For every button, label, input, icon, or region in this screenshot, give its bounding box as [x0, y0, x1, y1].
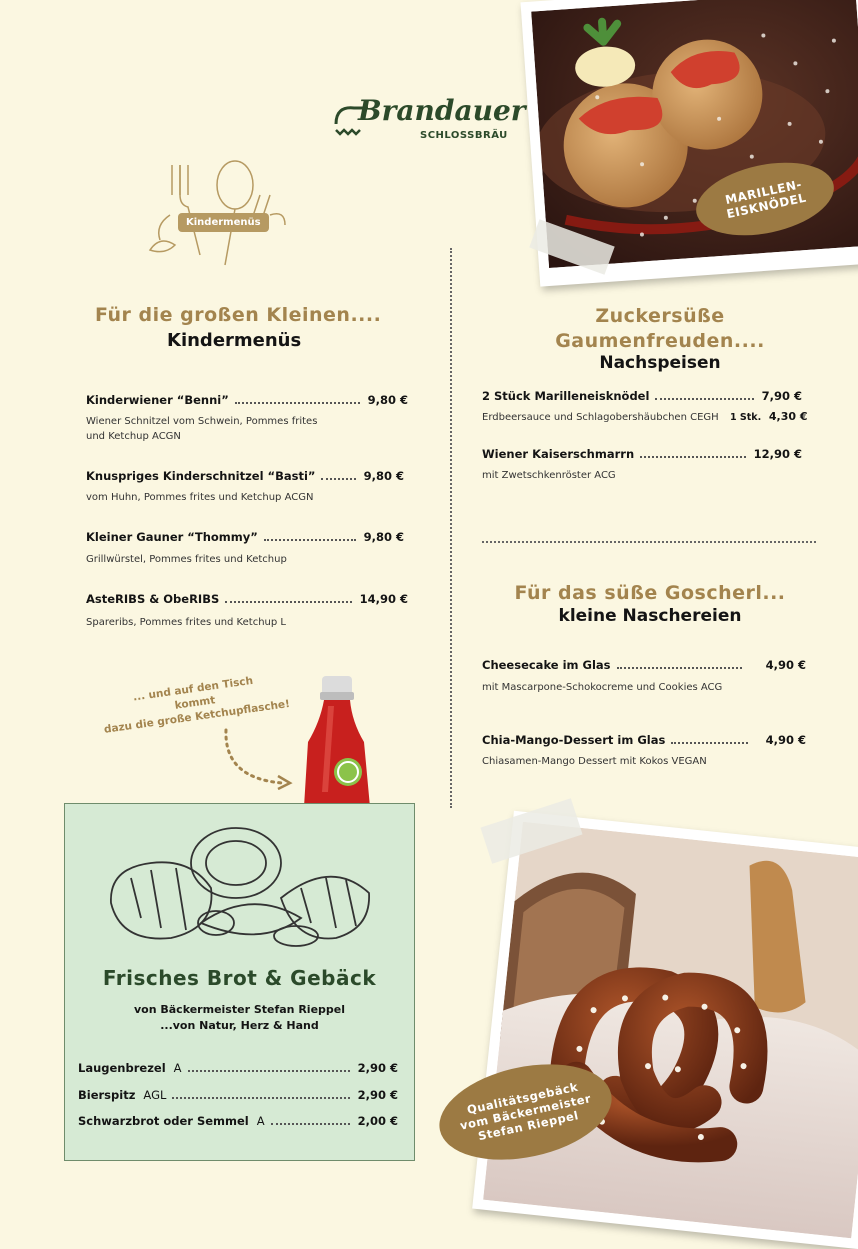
bread-item [78, 1114, 398, 1128]
leader-dots [271, 1122, 350, 1125]
menu-item [482, 389, 802, 403]
menu-item-price: 12,90 € [753, 447, 802, 461]
treats-title-black: kleine Naschereien [558, 606, 742, 626]
kids-title-black: Kindermenüs [167, 330, 302, 351]
menu-item-name: Chia-Mango-Dessert im Glas [482, 733, 666, 747]
kids-menu-logo [140, 155, 290, 275]
allergen-code: AGL [143, 1088, 167, 1102]
menu-item [482, 447, 802, 461]
ketchup-note: ... und auf den Tisch kommt dazu die große Ketchupflasche! [103, 674, 291, 736]
single-piece-value: 4,30 € [768, 410, 808, 423]
menu-item-name: Knuspriges Kinderschnitzel “Basti” [86, 469, 316, 483]
treats-title-gold: Für das süße Goscherl... [514, 582, 786, 604]
leader-dots [321, 477, 355, 480]
leader-dots [225, 600, 351, 603]
brand-name: Brandauer [358, 94, 526, 127]
menu-item-price: 9,80 € [363, 469, 404, 483]
menu-item-name: Kleiner Gauner “Thommy” [86, 530, 258, 544]
menu-item [86, 592, 408, 606]
menu-item-price: 9,80 € [367, 393, 408, 407]
menu-item-description: Grillwürstel, Pommes frites und Ketchup [86, 554, 287, 565]
section-divider [482, 541, 816, 543]
leader-dots [264, 538, 356, 541]
ketchup-bottle-icon [298, 672, 374, 807]
leader-dots [655, 397, 753, 400]
menu-item-name: Kinderwiener “Benni” [86, 393, 229, 407]
kids-menu-logo-label: Kindermenüs [178, 213, 269, 232]
menu-item-description: Chiasamen-Mango Dessert mit Kokos VEGAN [482, 756, 707, 767]
allergen-code: A [256, 1114, 265, 1128]
bread-illustration [101, 818, 381, 953]
menu-item-description: Erdbeersauce und Schlagobershäubchen CEGH [482, 412, 719, 423]
single-piece-label: 1 Stk. [730, 412, 762, 423]
desserts-title-gold: Zuckersüße Gaumenfreuden.... [555, 305, 765, 352]
leader-dots [640, 455, 745, 458]
desserts-title-black: Nachspeisen [599, 353, 721, 373]
menu-item-description: mit Mascarpone-Schokocreme und Cookies ACG [482, 682, 723, 693]
menu-item-description: mit Zwetschkenröster ACG [482, 470, 616, 481]
leader-dots [172, 1096, 349, 1099]
leader-dots [617, 666, 742, 669]
pretzel-photo-frame [472, 811, 858, 1249]
brand-subtitle: SCHLOSSBRÄU [420, 130, 508, 141]
dotted-arrow-icon [222, 728, 297, 790]
menu-item [482, 733, 806, 747]
bread-item [78, 1061, 398, 1075]
brand-logo [330, 92, 530, 152]
bread-item-name: Bierspitz [78, 1088, 136, 1102]
menu-item-price: 4,90 € [765, 733, 806, 747]
allergen-code: A [173, 1061, 182, 1075]
single-piece-price [730, 410, 808, 423]
menu-item-name: Wiener Kaiserschmarrn [482, 447, 635, 461]
menu-item-name: Cheesecake im Glas [482, 658, 611, 672]
pretzel-basket-photo [483, 822, 858, 1239]
baker-badge: Qualitätsgebäck vom Bäckermeister Stefan Rieppel [431, 1050, 621, 1174]
kids-title-gold: Für die großen Kleinen.... [95, 304, 382, 326]
menu-item-name: 2 Stück Marilleneisknödel [482, 389, 650, 403]
menu-item [86, 469, 404, 483]
leader-dots [671, 741, 747, 744]
menu-item-price: 4,90 € [765, 658, 806, 672]
bread-item-price: 2,90 € [357, 1061, 398, 1075]
menu-item-price: 7,90 € [761, 389, 802, 403]
bread-section-box [64, 803, 415, 1161]
bread-subtitle: von Bäckermeister Stefan Rieppel ...von Natur, Herz & Hand [133, 1003, 346, 1032]
leader-dots [235, 401, 360, 404]
marillen-badge: MARILLEN- EISKNÖDEL [689, 151, 840, 247]
bread-item-price: 2,90 € [357, 1088, 398, 1102]
bread-item-name: Laugenbrezel [78, 1061, 166, 1075]
menu-item-price: 14,90 € [359, 592, 408, 606]
bread-item-price: 2,00 € [357, 1114, 398, 1128]
column-divider [450, 248, 452, 808]
bread-title: Frisches Brot & Gebäck [102, 966, 377, 990]
menu-item-description: Wiener Schnitzel vom Schwein, Pommes frites und Ketchup ACGN [86, 416, 318, 442]
leader-dots [188, 1069, 350, 1072]
menu-item-price: 9,80 € [363, 530, 404, 544]
menu-item-description: vom Huhn, Pommes frites und Ketchup ACGN [86, 492, 314, 503]
menu-item [482, 658, 806, 672]
menu-item-description: Spareribs, Pommes frites und Ketchup L [86, 617, 286, 628]
menu-item [86, 393, 408, 407]
menu-item [86, 530, 404, 544]
bread-item [78, 1088, 398, 1102]
bread-item-name: Schwarzbrot oder Semmel [78, 1114, 249, 1128]
menu-item-name: AsteRIBS & ObeRIBS [86, 592, 220, 606]
apricot-dumplings-photo [531, 0, 858, 268]
